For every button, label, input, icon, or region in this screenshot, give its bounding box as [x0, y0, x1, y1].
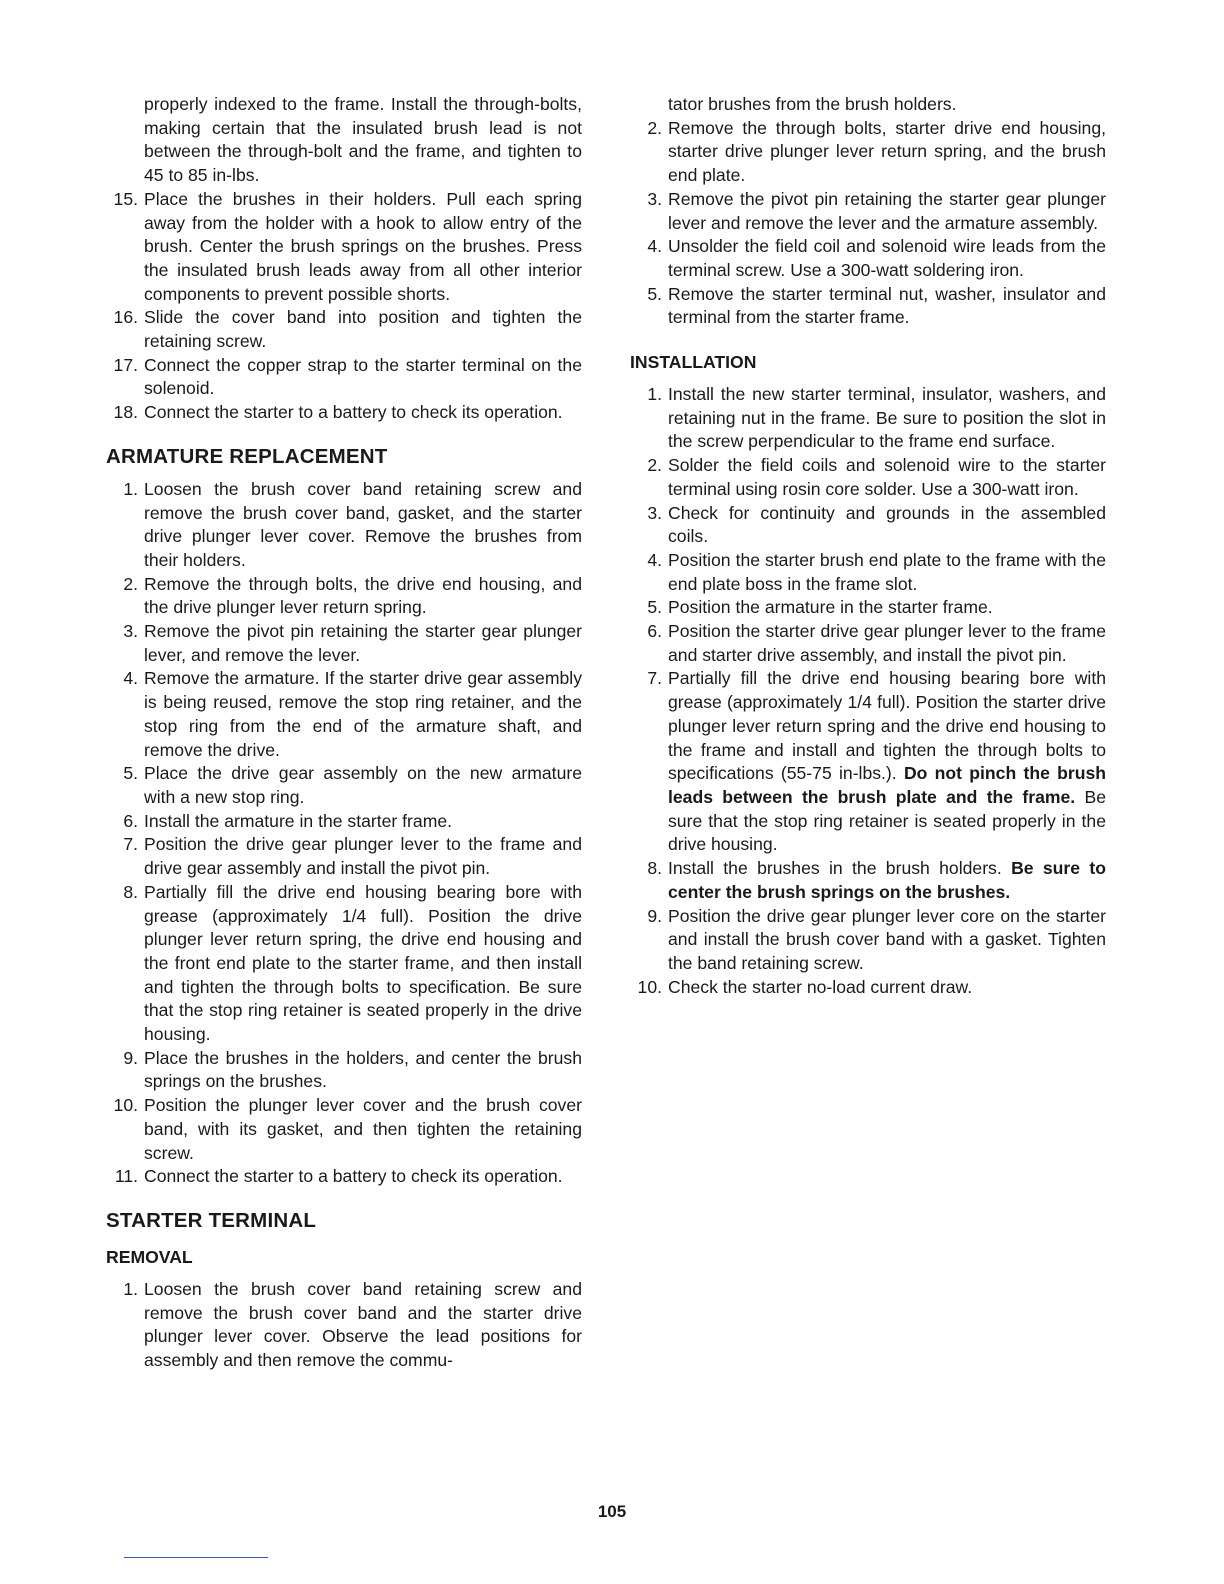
warning-text: Do not pinch the brush leads between the brush plate and the frame.	[668, 763, 1106, 807]
list-item: 3. Remove the pivot pin retaining the starter gear plunger lever and remove the lever and the armature assembly.	[647, 188, 1106, 233]
right-column	[630, 93, 1106, 999]
list-item: 10. Check the starter no-load current draw.	[637, 976, 973, 997]
removal-list	[106, 1278, 582, 1373]
list-item: 7. Partially fill the drive end housing bearing bore with grease (approximately 1/4 full). Position the starter drive plunger lever return spring and the drive end housing to the frame and install and tighten the through bolts to specifications (55-75 in-lbs.). Do not pinch the brush leads between the brush plate and the frame. Be sure that the stop ring retainer is seated properly in the drive housing.	[647, 668, 1106, 855]
list-item: 6. Install the armature in the starter frame.	[123, 810, 453, 831]
list-item: 2. Remove the through bolts, starter drive end housing, starter drive plunger lever return spring, and the brush end plate.	[647, 117, 1106, 186]
installation-list	[630, 383, 1106, 999]
removal-continuation: tator brushes from the brush holders.	[668, 94, 957, 114]
list-item: 1. Loosen the brush cover band retaining screw and remove the brush cover band, gasket, and the starter drive plunger lever cover. Remove the brushes from their holders.	[123, 478, 582, 570]
emphasis-text: Be sure to center the brush springs on the brushes.	[668, 858, 1106, 902]
list-item: 1. Loosen the brush cover band retaining screw and remove the brush cover band and the starter drive plunger lever cover. Observe the lead positions for assembly and then remove the commu-	[123, 1278, 582, 1371]
list-item: 6. Position the starter drive gear plunger lever to the frame and starter drive assembly, and install the pivot pin.	[647, 621, 1106, 665]
list-item: 5. Position the armature in the starter frame.	[647, 597, 993, 618]
list-item: 5. Place the drive gear assembly on the new armature with a new stop ring.	[123, 763, 582, 807]
list-item: 5. Remove the starter terminal nut, washer, insulator and terminal from the starter frame.	[647, 283, 1106, 328]
list-item: 8. Partially fill the drive end housing bearing bore with grease (approximately 1/4 full). Position the drive plunger lever return spring, the drive end housing and the front end plate to the starter frame, and then install and tighten the through bolts to specification. Be sure that the stop ring retainer is seated properly in the drive housing.	[123, 881, 582, 1045]
list-item: 17. Connect the copper strap to the starter terminal on the solenoid.	[113, 354, 582, 399]
list-item: 2. Remove the through bolts, the drive end housing, and the drive plunger lever return spring.	[123, 573, 582, 618]
list-item: 4. Remove the armature. If the starter drive gear assembly is being reused, remove the stop ring retainer, and the stop ring from the end of the armature shaft, and remove the drive.	[123, 668, 582, 760]
list-item: 9. Place the brushes in the holders, and center the brush springs on the brushes.	[123, 1047, 582, 1092]
removal-list-continued	[630, 117, 1106, 330]
list-item: 16. Slide the cover band into position and tighten the retaining screw.	[113, 307, 582, 352]
page-number: 105	[597, 1502, 627, 1521]
armature-heading: ARMATURE REPLACEMENT	[106, 444, 388, 468]
list-item: 11. Connect the starter to a battery to check its operation.	[114, 1166, 563, 1187]
list-item: 3. Remove the pivot pin retaining the starter gear plunger lever, and remove the lever.	[123, 621, 582, 665]
list-item: 8. Install the brushes in the brush holders. Be sure to center the brush springs on the brushes.	[647, 858, 1106, 902]
list-item: 4. Position the starter brush end plate to the frame with the end plate boss in the frame slot.	[647, 549, 1106, 594]
list-item: 1. Install the new starter terminal, insulator, washers, and retaining nut in the frame. Be sure to position the slot in the screw perpendicular to the frame end surface.	[647, 384, 1106, 452]
list-item: 4. Unsolder the field coil and solenoid wire leads from the terminal screw. Use a 300-watt soldering iron.	[647, 236, 1106, 280]
list-item: 10. Position the plunger lever cover and the brush cover band, with its gasket, and then tighten the retaining screw.	[113, 1095, 582, 1163]
starter-terminal-heading: STARTER TERMINAL	[106, 1208, 317, 1232]
removal-heading: REMOVAL	[106, 1246, 193, 1267]
list-item: 7. Position the drive gear plunger lever to the frame and drive gear assembly and install the pivot pin.	[123, 834, 582, 879]
left-column	[106, 93, 582, 1373]
list-item: 18. Connect the starter to a battery to check its operation.	[113, 402, 563, 423]
intro-list	[106, 188, 582, 425]
intro-continuation: properly indexed to the frame. Install the through-bolts, making certain that the insulated brush lead is not between the through-bolt and the frame, and tighten to 45 to 85 in-lbs.	[144, 94, 582, 186]
armature-list	[106, 478, 582, 1189]
installation-heading: INSTALLATION	[630, 352, 757, 373]
list-item: 3. Check for continuity and grounds in the assembled coils.	[647, 502, 1106, 547]
list-item: 2. Solder the field coils and solenoid wire to the starter terminal using rosin core solder. Use a 300-watt iron.	[647, 455, 1106, 499]
list-item: 9. Position the drive gear plunger lever core on the starter and install the brush cover band with a gasket. Tighten the band retaining screw.	[647, 905, 1106, 973]
bottom-rule	[124, 1557, 268, 1558]
list-item: 15. Place the brushes in their holders. Pull each spring away from the holder with a hook to allow entry of the brush. Center the brush springs on the brushes. Press the insulated brush leads away from all other interior components to prevent possible shorts.	[113, 188, 582, 304]
